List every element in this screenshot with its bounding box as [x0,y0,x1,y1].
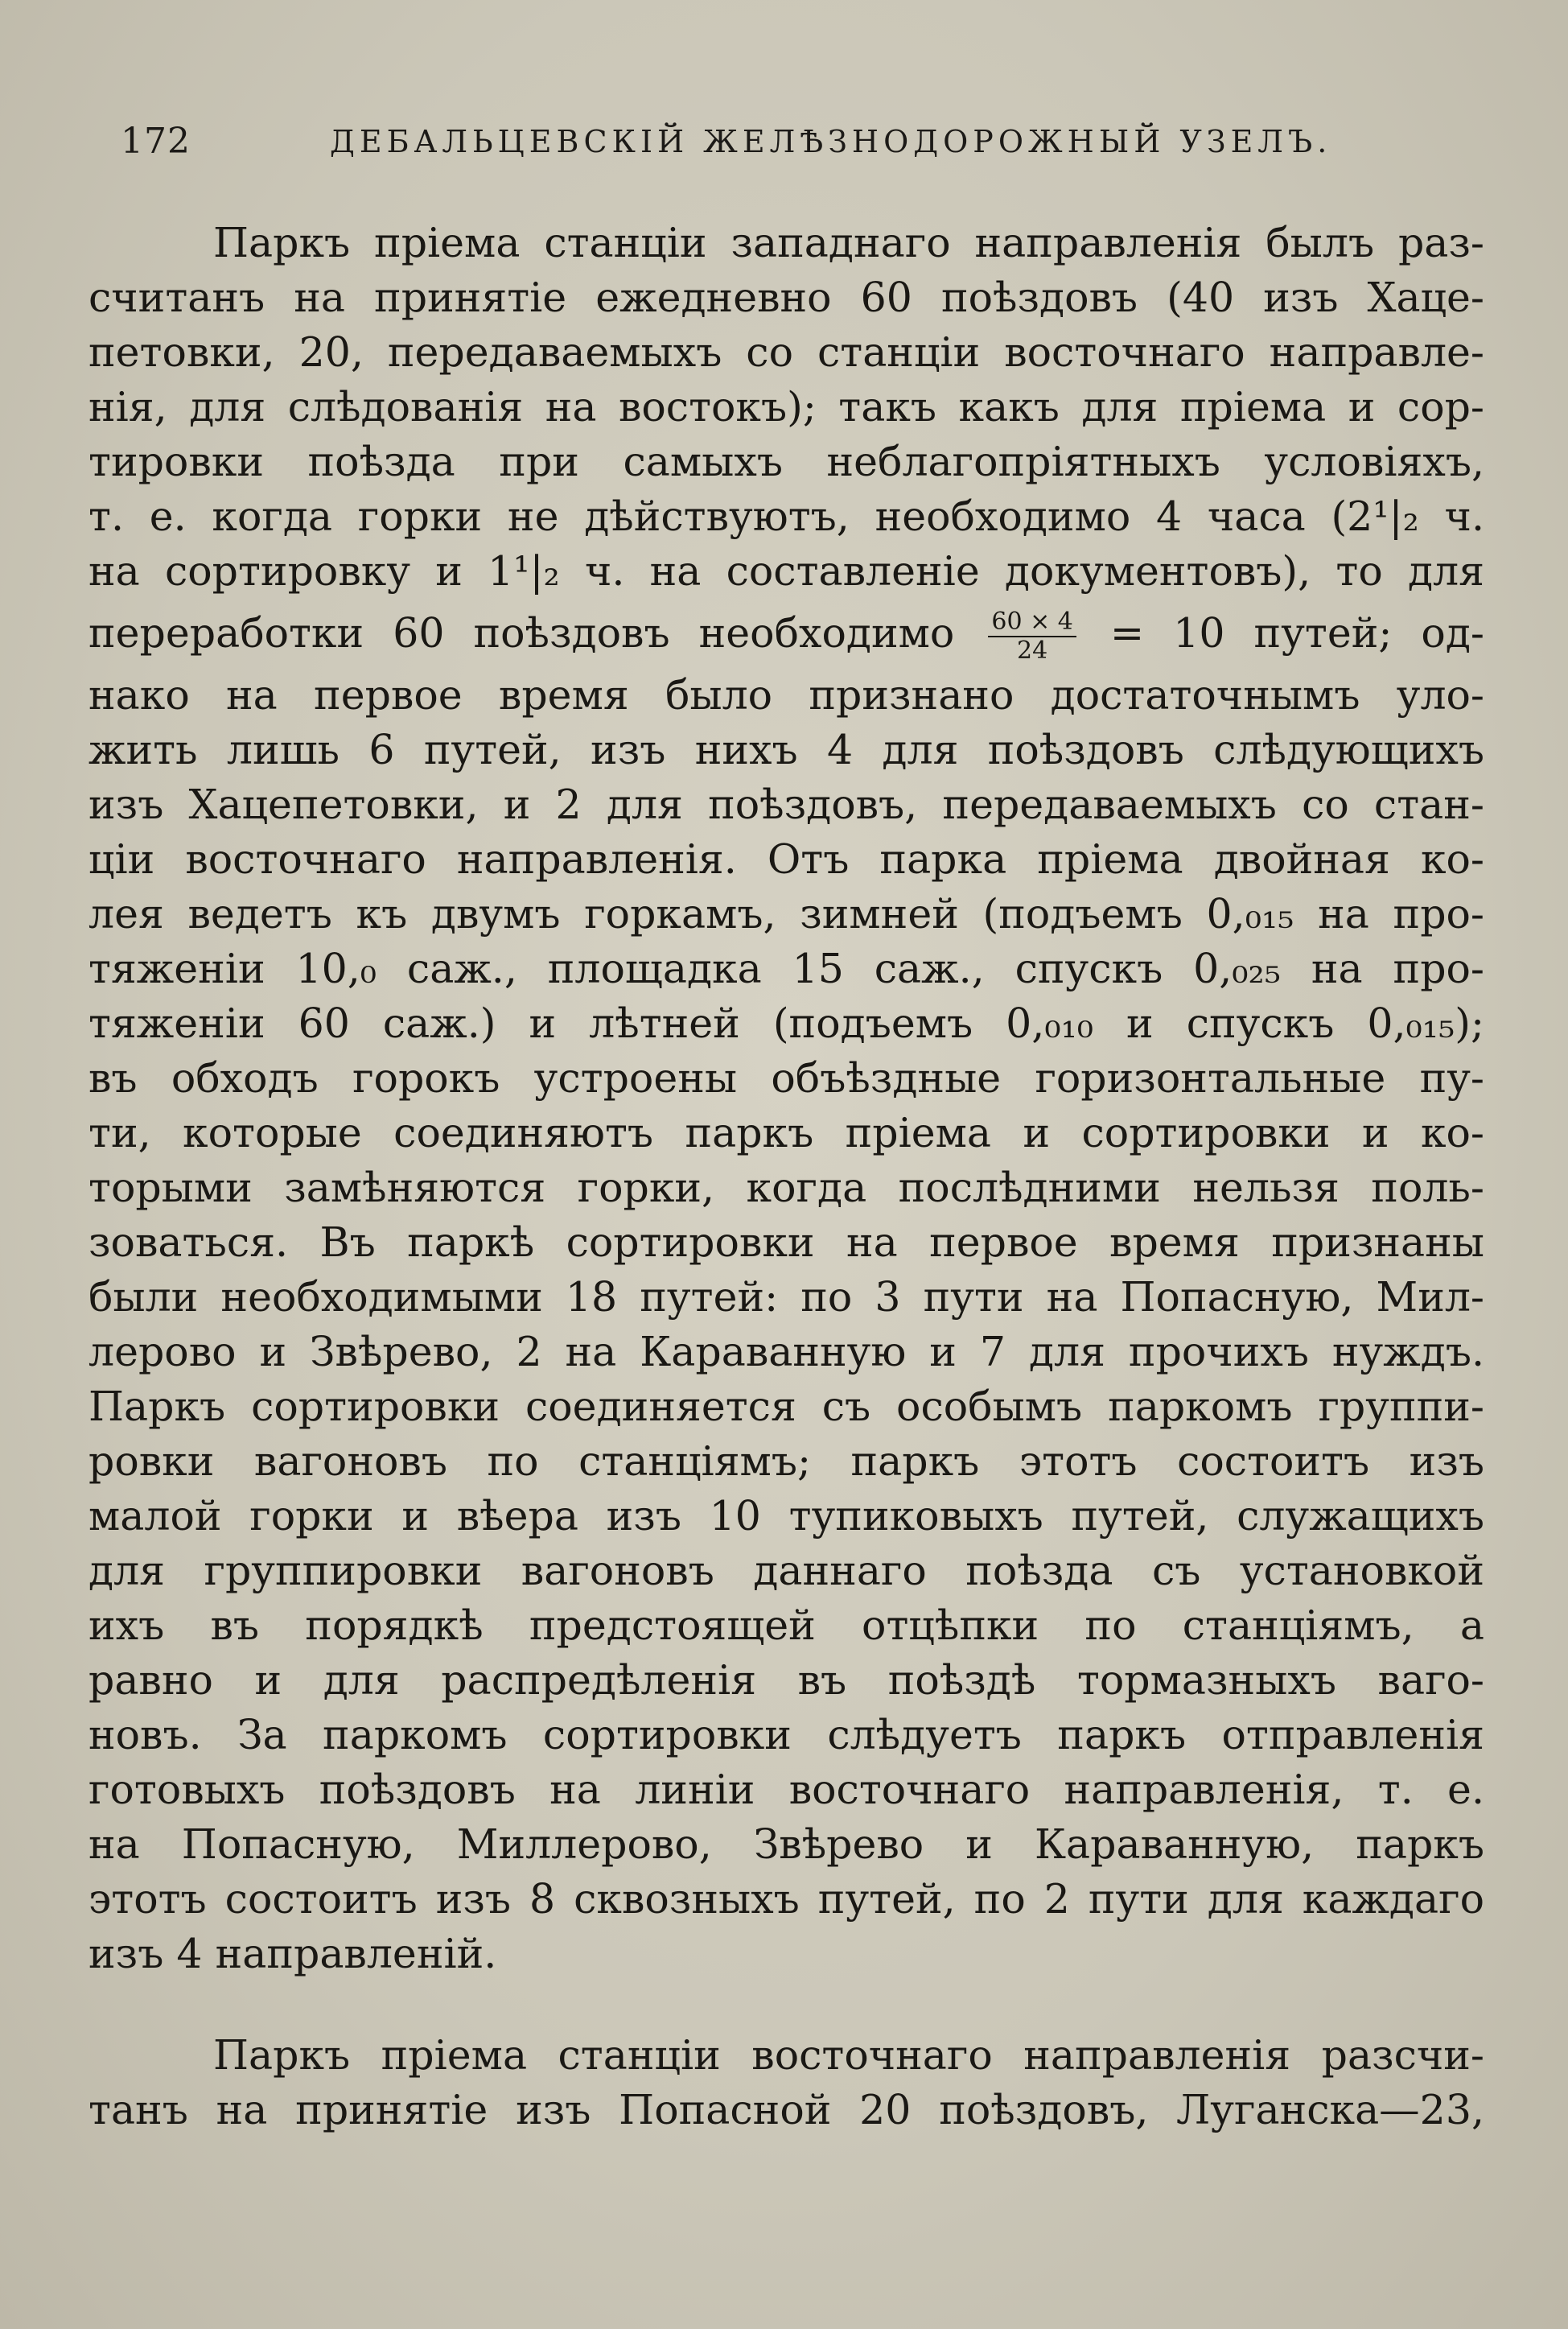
text-line: ровки вагоновъ по станціямъ; паркъ этотъ состоитъ изъ [88,1437,1484,1485]
text-line: тировки поѣзда при самыхъ неблагопріятныхъ условіяхъ, [88,438,1484,485]
text-line: зоваться. Въ паркѣ сортировки на первое время признаны [88,1218,1484,1266]
text-line: т. е. когда горки не дѣйствуютъ, необходимо 4 часа (2¹|₂ ч. [88,493,1484,540]
page-header [121,121,1424,185]
text-line: этотъ состоитъ изъ 8 сквозныхъ путей, по 2 пути для каждаго [88,1875,1484,1923]
text-line: нако на первое время было признано достаточнымъ уло- [88,671,1484,719]
text-line: ціи восточнаго направленія. Отъ парка пріема двойная ко- [88,835,1484,883]
text-line: изъ 4 направленій. [88,1930,497,1977]
text-line: торыми замѣняются горки, когда послѣдними нельзя поль- [88,1164,1484,1211]
text-line: готовыхъ поѣздовъ на линіи восточнаго направленія, т. е. [88,1766,1484,1813]
paragraph-1 [88,216,1484,1981]
fraction-numerator: 60 × 4 [988,608,1076,637]
text-line: ти, которые соединяютъ паркъ пріема и сортировки и ко- [88,1109,1484,1156]
text-line: тяженіи 10,₀ саж., площадка 15 саж., спускъ 0,₀₂₅ на про- [88,945,1484,992]
text-line: лерово и Звѣрево, 2 на Караванную и 7 для прочихъ нуждъ. [88,1328,1484,1375]
text-line: на Попасную, Миллерово, Звѣрево и Караванную, паркъ [88,1820,1484,1868]
text-line: новъ. За паркомъ сортировки слѣдуетъ паркъ отправленія [88,1711,1484,1758]
text-line-with-fraction [88,599,1484,668]
text-line: Паркъ сортировки соединяется съ особымъ паркомъ группи- [88,1383,1484,1430]
text-line: петовки, 20, передаваемыхъ со станціи восточнаго направле- [88,328,1484,376]
page-number: 172 [121,121,191,162]
text-line: тяженіи 60 саж.) и лѣтней (подъемъ 0,₀₁₀ и спускъ 0,₀₁₅); [88,1000,1484,1047]
text-line: были необходимыми 18 путей: по 3 пути на Попасную, Мил- [88,1273,1484,1321]
text-line: Паркъ пріема станціи восточнаго направленія разсчи- [213,2031,1484,2079]
text-line: малой горки и вѣера изъ 10 тупиковыхъ путей, служащихъ [88,1492,1484,1540]
running-head: ДЕБАЛЬЦЕВСКІЙ ЖЕЛѢЗНОДОРОЖНЫЙ УЗЕЛЪ. [330,124,1332,159]
text-line: нія, для слѣдованія на востокъ); такъ какъ для пріема и сор- [88,383,1484,431]
text-line: Паркъ пріема станціи западнаго направленія былъ раз- [213,219,1484,266]
text-line: на сортировку и 1¹|₂ ч. на составленіе документовъ), то для [88,547,1484,595]
text-line: жить лишь 6 путей, изъ нихъ 4 для поѣздовъ слѣдующихъ [88,726,1484,773]
text-segment: = 10 путей; од- [1109,609,1484,657]
paragraph-2 [88,2028,1484,2137]
fraction-denominator: 24 [1017,637,1048,665]
paragraph-gap [88,1981,1484,2028]
text-line: въ обходъ горокъ устроены объѣздные горизонтальные пу- [88,1054,1484,1102]
text-line: ихъ въ порядкѣ предстоящей отцѣпки по станціямъ, а [88,1601,1484,1649]
text-line: для группировки вагоновъ даннаго поѣзда съ установкой [88,1547,1484,1594]
text-line: лея ведетъ къ двумъ горкамъ, зимней (подъемъ 0,₀₁₅ на про- [88,890,1484,938]
text-line: считанъ на принятіе ежедневно 60 поѣздовъ (40 изъ Хаце- [88,274,1484,321]
text-line: равно и для распредѣленія въ поѣздѣ тормазныхъ ваго- [88,1656,1484,1704]
fraction [988,608,1076,665]
text-line: изъ Хацепетовки, и 2 для поѣздовъ, передаваемыхъ со стан- [88,781,1484,828]
text-line: танъ на принятіе изъ Попасной 20 поѣздовъ, Луганска—23, [88,2086,1484,2133]
body-text [88,216,1484,2137]
text-segment: переработки 60 поѣздовъ необходимо [88,609,955,657]
